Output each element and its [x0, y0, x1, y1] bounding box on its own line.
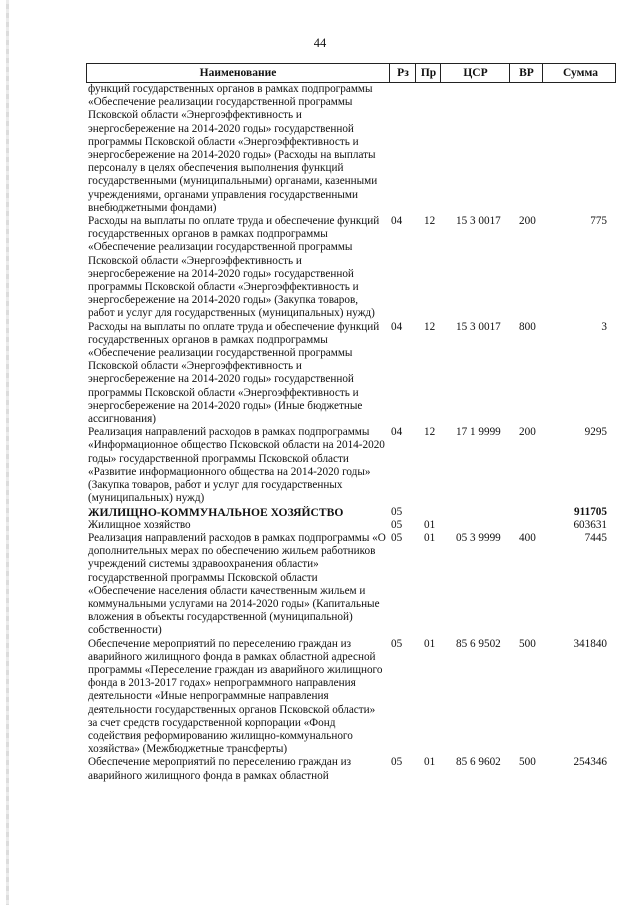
cell-pr: 01: [424, 518, 436, 531]
cell-rz: 04: [391, 426, 403, 439]
cell-vr: 200: [519, 426, 536, 439]
cell-name: Обеспечение мероприятий по переселению граждан из аварийного жилищного фонда в рамках областной: [88, 756, 352, 782]
cell-pr: 01: [424, 531, 436, 544]
table-row: [86, 532, 616, 638]
column-header-sum: Сумма: [542, 64, 618, 82]
table-header: [86, 63, 616, 83]
scan-edge: [6, 0, 9, 905]
table-row: [86, 638, 616, 757]
cell-pr: 01: [424, 756, 436, 769]
cell-rz: 04: [391, 320, 403, 333]
cell-vr: 500: [519, 756, 536, 769]
cell-rz: 05: [391, 637, 403, 650]
cell-name: Реализация направлений расходов в рамках подпрограммы «Информационное общество Псковской области на 2014-2020 годы» государственной программы Псковской области «Развитие информационного общества на 2014-2020 годы» (Закупка товаров, работ и услуг для государственных (муниципальных) нужд): [88, 426, 385, 505]
cell-rz: 05: [391, 756, 403, 769]
cell-csr: 15 3 0017: [456, 320, 501, 333]
cell-pr: 01: [424, 637, 436, 650]
cell-sum: 7445: [584, 531, 607, 544]
table-row: [86, 426, 616, 505]
cell-sum: 3: [601, 320, 607, 333]
cell-vr: 500: [519, 637, 536, 650]
cell-csr: 15 3 0017: [456, 215, 501, 228]
cell-csr: 05 3 9999: [456, 531, 501, 544]
column-header-pr: Пр: [415, 64, 441, 82]
cell-pr: 12: [424, 215, 436, 228]
cell-rz: 05: [391, 531, 403, 544]
cell-name: Жилищное хозяйство: [88, 518, 191, 531]
column-header-name: Наименование: [199, 67, 277, 79]
cell-csr: 85 6 9502: [456, 637, 501, 650]
table-row: [86, 519, 616, 532]
cell-pr: 12: [424, 426, 436, 439]
cell-name: Расходы на выплаты по оплате труда и обеспечение функций государственных органов в рамках подпрограммы «Обеспечение реализации государственной программы Псковской области «Энергоэффективность и энергосбережение на 2014-2020 годы» государственной программы Псковской области «Энергоэффективность и энергосбережение на 2014-2020 годы» (Закупка товаров, работ и услуг для государственных (муниципальных) нужд): [88, 215, 380, 320]
cell-pr: 12: [424, 320, 436, 333]
column-header-vr: ВР: [509, 64, 543, 82]
cell-sum: 254346: [573, 756, 607, 769]
cell-vr: 200: [519, 215, 536, 228]
cell-vr: 400: [519, 531, 536, 544]
cell-name: Обеспечение мероприятий по переселению граждан из аварийного жилищного фонда в рамках областной адресной программы «Переселение граждан из аварийного жилищного фонда в 2013-2017 годах» непрограммного направления деятельности «Иные непрограммные направления деятельности государственных органов Псковской области» за счет средств государственной корпорации «Фонд содействия реформированию жилищно-коммунального хозяйства» (Межбюджетные трансферты): [88, 637, 383, 756]
cell-sum: 603631: [573, 518, 607, 531]
cell-name: Расходы на выплаты по оплате труда и обеспечение функций государственных органов в рамках подпрограммы «Обеспечение реализации государственной программы Псковской области «Энергоэффективность и энергосбережение на 2014-2020 годы» государственной программы Псковской области «Энергоэффективность и энергосбережение на 2014-2020 годы» (Иные бюджетные ассигнования): [88, 320, 380, 426]
cell-sum: 911705: [574, 505, 607, 518]
cell-sum: 341840: [573, 637, 607, 650]
column-header-rz: Рз: [389, 64, 416, 82]
table-body: [86, 83, 616, 783]
budget-table: [86, 63, 616, 783]
table-row: [86, 321, 616, 427]
table-row: [86, 756, 616, 782]
column-header-csr: ЦСР: [440, 64, 510, 82]
cell-name: функций государственных органов в рамках подпрограммы «Обеспечение реализации государственной программы Псковской области «Энергоэффективность и энергосбережение на 2014-2020 годы» государственной программы Псковской области «Энергоэффективность и энергосбережение на 2014-2020 годы» (Расходы на выплаты персоналу в целях обеспечения выполнения функций государственными (муниципальными) органами, казенными учреждениями, органами управления государственными внебюджетными фондами): [88, 83, 378, 214]
table-row: [86, 83, 616, 215]
cell-sum: 9295: [584, 426, 607, 439]
cell-name: Реализация направлений расходов в рамках подпрограммы «О дополнительных мерах по обеспечению жильем работников учреждений системы здравоохранения области» государственной программы Псковской области «Обеспечение населения области качественным жильем и коммунальными услугами на 2014-2020 годы» (Капитальные вложения в объекты государственной (муниципальной) собственности): [88, 531, 386, 637]
cell-rz: 05: [391, 505, 403, 518]
cell-csr: 85 6 9602: [456, 756, 501, 769]
cell-csr: 17 1 9999: [456, 426, 501, 439]
table-row: [86, 215, 616, 321]
table-row: [86, 506, 616, 519]
page-number: 44: [313, 36, 327, 50]
cell-vr: 800: [519, 320, 536, 333]
cell-rz: 04: [391, 215, 403, 228]
cell-sum: 775: [590, 215, 607, 228]
cell-rz: 05: [391, 518, 403, 531]
cell-name: ЖИЛИЩНО-КОММУНАЛЬНОЕ ХОЗЯЙСТВО: [88, 505, 344, 519]
